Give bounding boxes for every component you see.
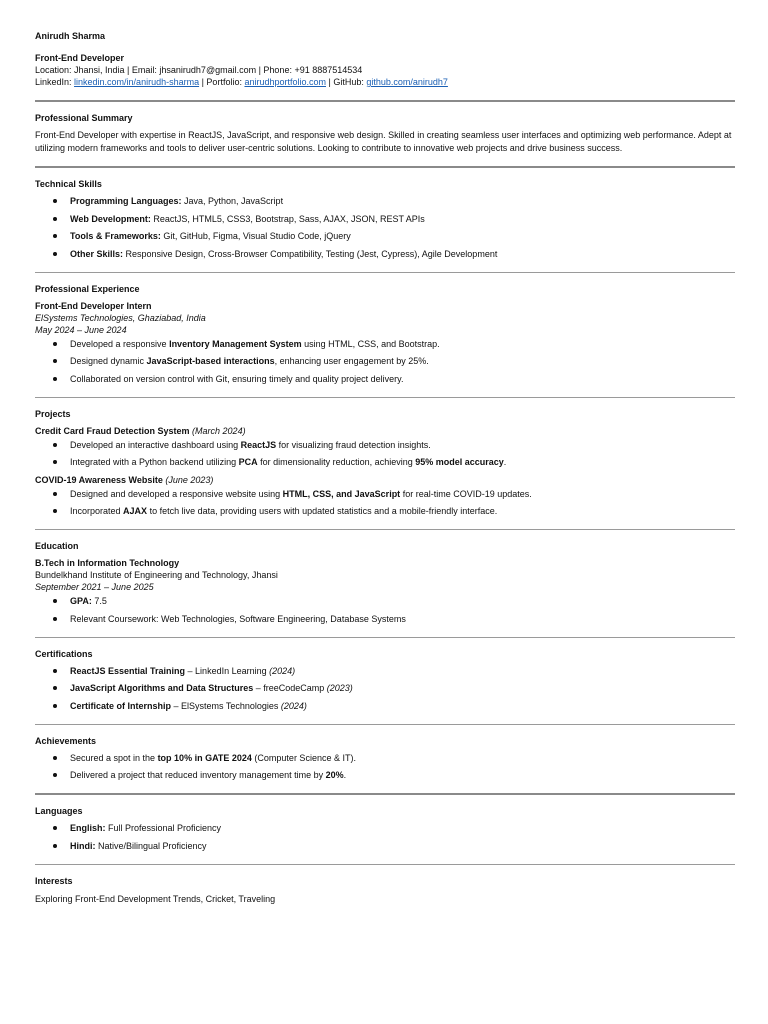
skills-heading: Technical Skills [35,179,102,189]
list-item: ReactJS Essential Training – LinkedIn Learning (2024) [35,665,735,677]
experience-heading: Professional Experience [35,283,140,294]
list-item: Relevant Coursework: Web Technologies, Software Engineering, Database Systems [35,613,735,625]
list-item: Delivered a project that reduced inventory management time by 20%. [35,769,735,781]
certifications-heading: Certifications [35,648,93,659]
resume-page [35,30,735,905]
degree: B.Tech in Information Technology [35,558,180,568]
section-divider [35,724,735,725]
candidate-name: Anirudh Sharma [35,31,106,41]
company-name: ElSystems Technologies, Ghaziabad, India [35,312,206,323]
list-item: English: Full Professional Proficiency [35,822,735,834]
list-item: Programming Languages: Java, Python, JavaScript [35,195,735,207]
linkedin-label: LinkedIn: [35,77,75,87]
list-item: Integrated with a Python backend utilizing PCA for dimensionality reduction, achieving 95% model accuracy. [35,456,735,468]
section-divider [35,529,735,530]
list-item: Certificate of Internship – ElSystems Technologies (2024) [35,700,735,712]
experience-list [35,338,735,385]
list-item: Developed an interactive dashboard using ReactJS for visualizing fraud detection insights. [35,439,735,451]
project-title: COVID-19 Awareness Website (June 2023) [35,474,214,485]
projects-heading: Projects [35,408,71,419]
links-line [35,76,735,88]
summary-text: Front-End Developer with expertise in ReactJS, JavaScript, and responsive web design. Skilled in creating seamless user interfaces and optimizing web performance. Adept at utilizing modern frameworks and tools to deliver user-centric solutions. Looking to contribute to innovative web projects and drive business success. [35,130,732,153]
github-label: | GitHub: [326,77,367,87]
school-name: Bundelkhand Institute of Engineering and Technology, Jhansi [35,570,278,580]
list-item: Web Development: ReactJS, HTML5, CSS3, Bootstrap, Sass, AJAX, JSON, REST APIs [35,213,735,225]
section-divider [35,397,735,398]
contact-line: Location: Jhansi, India | Email: jhsanirudh7@gmail.com | Phone: +91 8887514534 [35,65,363,75]
project-title: Credit Card Fraud Detection System (March 2024) [35,425,246,436]
list-item: Collaborated on version control with Git, ensuring timely and quality project delivery. [35,373,735,385]
education-dates: September 2021 – June 2025 [35,582,154,592]
list-item: JavaScript Algorithms and Data Structures – freeCodeCamp (2023) [35,682,735,694]
list-item: Developed a responsive Inventory Management System using HTML, CSS, and Bootstrap. [35,338,735,350]
skills-list [35,195,735,260]
list-item: Hindi: Native/Bilingual Proficiency [35,840,735,852]
section-divider [35,637,735,638]
list-item: GPA: 7.5 [35,595,735,607]
interests-text: Exploring Front-End Development Trends, Cricket, Traveling [35,893,276,904]
languages-heading: Languages [35,806,83,816]
linkedin-link[interactable]: linkedin.com/in/anirudh-sharma [74,77,200,87]
list-item: Designed and developed a responsive website using HTML, CSS, and JavaScript for real-time COVID-19 updates. [35,488,735,500]
job-title: Front-End Developer Intern [35,300,152,311]
section-divider [35,166,735,168]
job-dates: May 2024 – June 2024 [35,324,127,335]
project-list [35,488,735,518]
education-heading: Education [35,541,79,551]
achievements-heading: Achievements [35,735,97,746]
portfolio-link[interactable]: anirudhportfolio.com [244,77,326,87]
candidate-role: Front-End Developer [35,53,125,63]
section-divider [35,272,735,273]
project-list [35,439,735,469]
list-item: Incorporated AJAX to fetch live data, providing users with updated statistics and a mobile-friendly interface. [35,505,735,517]
section-divider [35,793,735,795]
section-divider [35,864,735,865]
portfolio-label: | Portfolio: [199,77,245,87]
certifications-list [35,665,735,712]
list-item: Other Skills: Responsive Design, Cross-Browser Compatibility, Testing (Jest, Cypress), Agile Development [35,248,735,260]
achievements-list [35,752,735,782]
list-item: Designed dynamic JavaScript-based interactions, enhancing user engagement by 25%. [35,355,735,367]
languages-list [35,822,735,852]
list-item: Secured a spot in the top 10% in GATE 2024 (Computer Science & IT). [35,752,735,764]
list-item: Tools & Frameworks: Git, GitHub, Figma, Visual Studio Code, jQuery [35,230,735,242]
education-list [35,595,735,625]
github-link[interactable]: github.com/anirudh7 [366,77,448,87]
interests-heading: Interests [35,875,73,886]
summary-heading: Professional Summary [35,113,133,123]
section-divider [35,100,735,102]
